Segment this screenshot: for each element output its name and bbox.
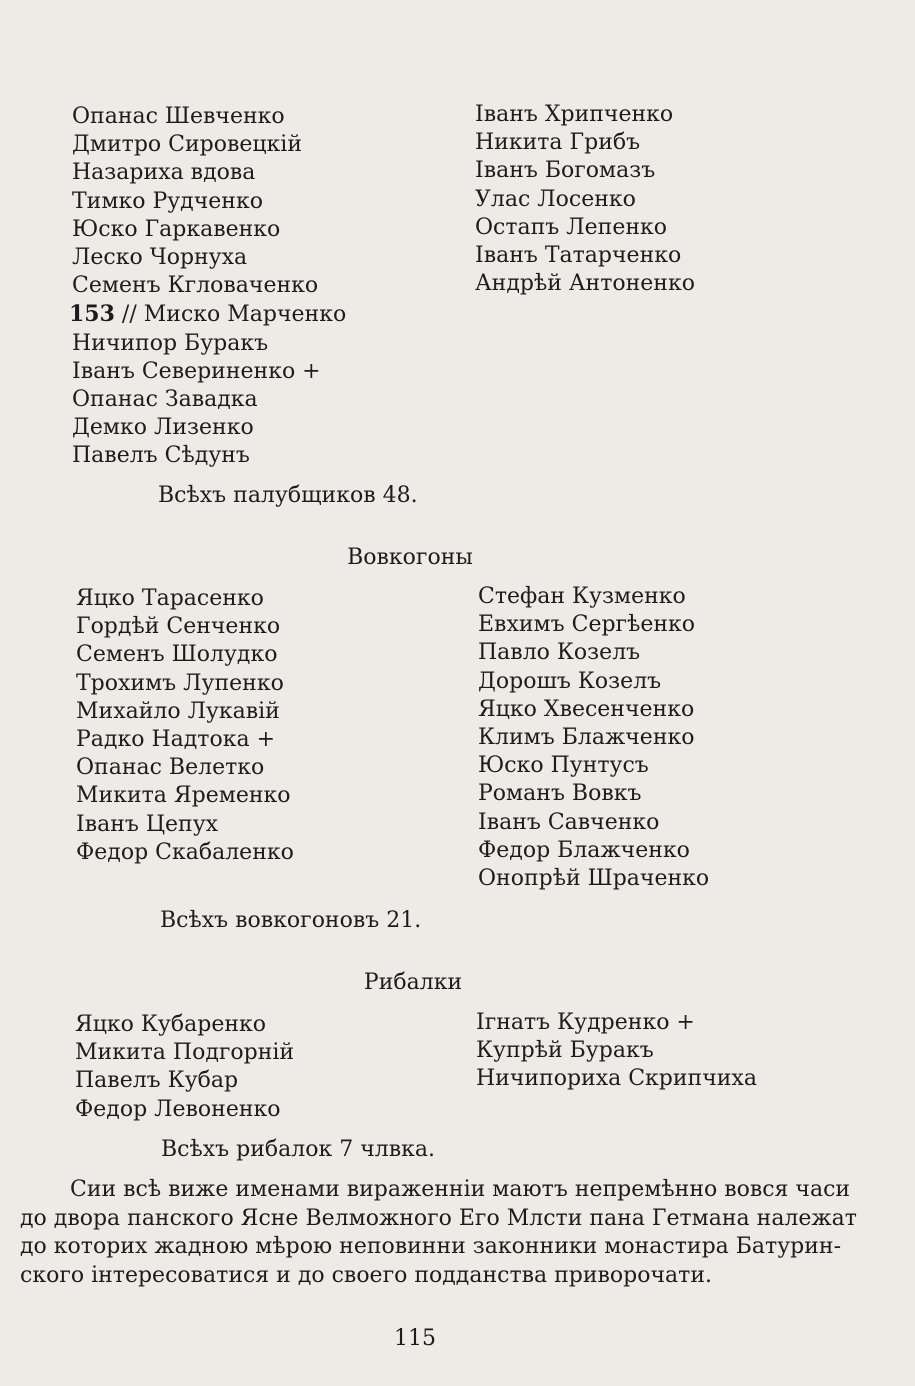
folio-number: 153	[69, 301, 115, 328]
name-entry: Юско Пунтусъ	[478, 753, 649, 779]
name-entry: Яцко Хвесенченко	[478, 696, 695, 722]
vovkohony-heading: Вовкогоны	[347, 545, 473, 570]
name-entry: Яцко Кубаренко	[75, 1012, 266, 1037]
folio-separator: //	[114, 302, 144, 328]
name-entry: Микита Подгорнiй	[75, 1040, 295, 1066]
name-entry: Романъ Вовкъ	[478, 781, 642, 807]
rybalky-left-column	[75, 1011, 294, 1124]
name-entry: Назариха вдова	[72, 160, 256, 186]
name-entry: Опанас Велетко	[76, 755, 265, 781]
name-entry: Федор Блажченко	[478, 837, 690, 863]
name-entry: Гордѣй Сенченко	[76, 614, 281, 640]
name-entry: Трохимъ Лупенко	[76, 670, 284, 696]
name-entry: Никита Грибъ	[475, 130, 641, 156]
paragraph-line: Сии всѣ виже именами вираженнiи маютъ непремѣнно вовся часи	[70, 1177, 851, 1202]
name-entry: Iгнатъ Кудренко +	[476, 1010, 695, 1035]
vovkohony-right-column	[478, 583, 709, 893]
palubshchyky-right-column	[475, 101, 695, 298]
name-entry: Тимко Рудченко	[72, 188, 263, 214]
name-entry: Iванъ Савченко	[478, 809, 660, 835]
name-entry: Федор Левоненко	[75, 1096, 281, 1122]
folio-marker-line	[69, 300, 346, 329]
vovkohony-left-column	[76, 585, 294, 867]
name-entry: Климъ Блажченко	[478, 725, 695, 751]
name-entry: Павелъ Кубар	[75, 1068, 239, 1094]
name-entry: Дмитро Сировецкiй	[72, 132, 302, 158]
name-entry: Iванъ Богомазъ	[475, 158, 656, 184]
name-entry: Федор Скабаленко	[76, 839, 294, 865]
name-entry: Михайло Лукавiй	[76, 698, 280, 724]
name-entry: Дорошъ Козелъ	[478, 668, 662, 694]
name-entry: Остапъ Лепенко	[475, 214, 668, 240]
name-entry: Яцко Тарасенко	[76, 586, 264, 611]
name-entry: Семенъ Кгловаченко	[72, 273, 319, 299]
name-entry: Павелъ Сѣдунъ	[72, 443, 250, 469]
name-entry: Павло Козелъ	[478, 640, 641, 666]
name-entry: Купрѣй Буракъ	[476, 1038, 654, 1064]
rybalky-heading: Рибалки	[363, 970, 463, 995]
name-entry: Миско Марченко	[143, 302, 347, 328]
name-entry: Радко Надтока +	[76, 727, 276, 753]
palubshchyky-total: Всѣхъ палубщиков 48.	[158, 483, 418, 508]
name-entry: Iванъ Хрипченко	[475, 102, 674, 127]
name-entry: Онопрѣй Шраченко	[478, 866, 710, 892]
vovkohony-total: Всѣхъ вовкогоновъ 21.	[160, 908, 422, 933]
name-entry: Семенъ Шолудко	[76, 642, 278, 668]
name-entry: Андрѣй Антоненко	[475, 271, 695, 297]
name-entry: Ничипор Буракъ	[72, 330, 269, 356]
name-entry: Ничипориха Скрипчиха	[476, 1066, 757, 1092]
name-entry: Улас Лосенко	[475, 186, 636, 212]
name-entry: Демко Лизенко	[72, 415, 254, 441]
name-entry: Iванъ Севериненко +	[72, 358, 321, 384]
name-entry: Евхимъ Сергѣенко	[478, 612, 696, 638]
name-entry: Юско Гаркавенко	[72, 216, 281, 242]
page-number: 115	[394, 1326, 436, 1351]
name-entry: Стефан Кузменко	[478, 584, 686, 609]
name-entry: Опанас Шевченко	[72, 104, 285, 129]
paragraph-line: ского iнтересоватися и до своего подданства приворочати.	[20, 1262, 712, 1288]
paragraph-line: до двора панского Ясне Велможного Его Млсти пана Гетмана належат	[20, 1205, 857, 1231]
name-entry: Микита Яременко	[76, 783, 291, 809]
name-entry: Iванъ Татарченко	[475, 243, 682, 269]
closing-paragraph	[20, 1176, 857, 1290]
rybalky-right-column	[476, 1009, 757, 1094]
name-entry: Леско Чорнуха	[72, 245, 248, 271]
paragraph-line: до которих жадною мѣрою неповинни законники монастира Батурин-	[20, 1234, 842, 1259]
rybalky-total: Всѣхъ рибалок 7 члвка.	[161, 1137, 435, 1162]
palubshchyky-left-column	[69, 103, 347, 471]
name-entry: Опанас Завадка	[72, 387, 258, 413]
name-entry: Iванъ Цепух	[76, 811, 219, 837]
